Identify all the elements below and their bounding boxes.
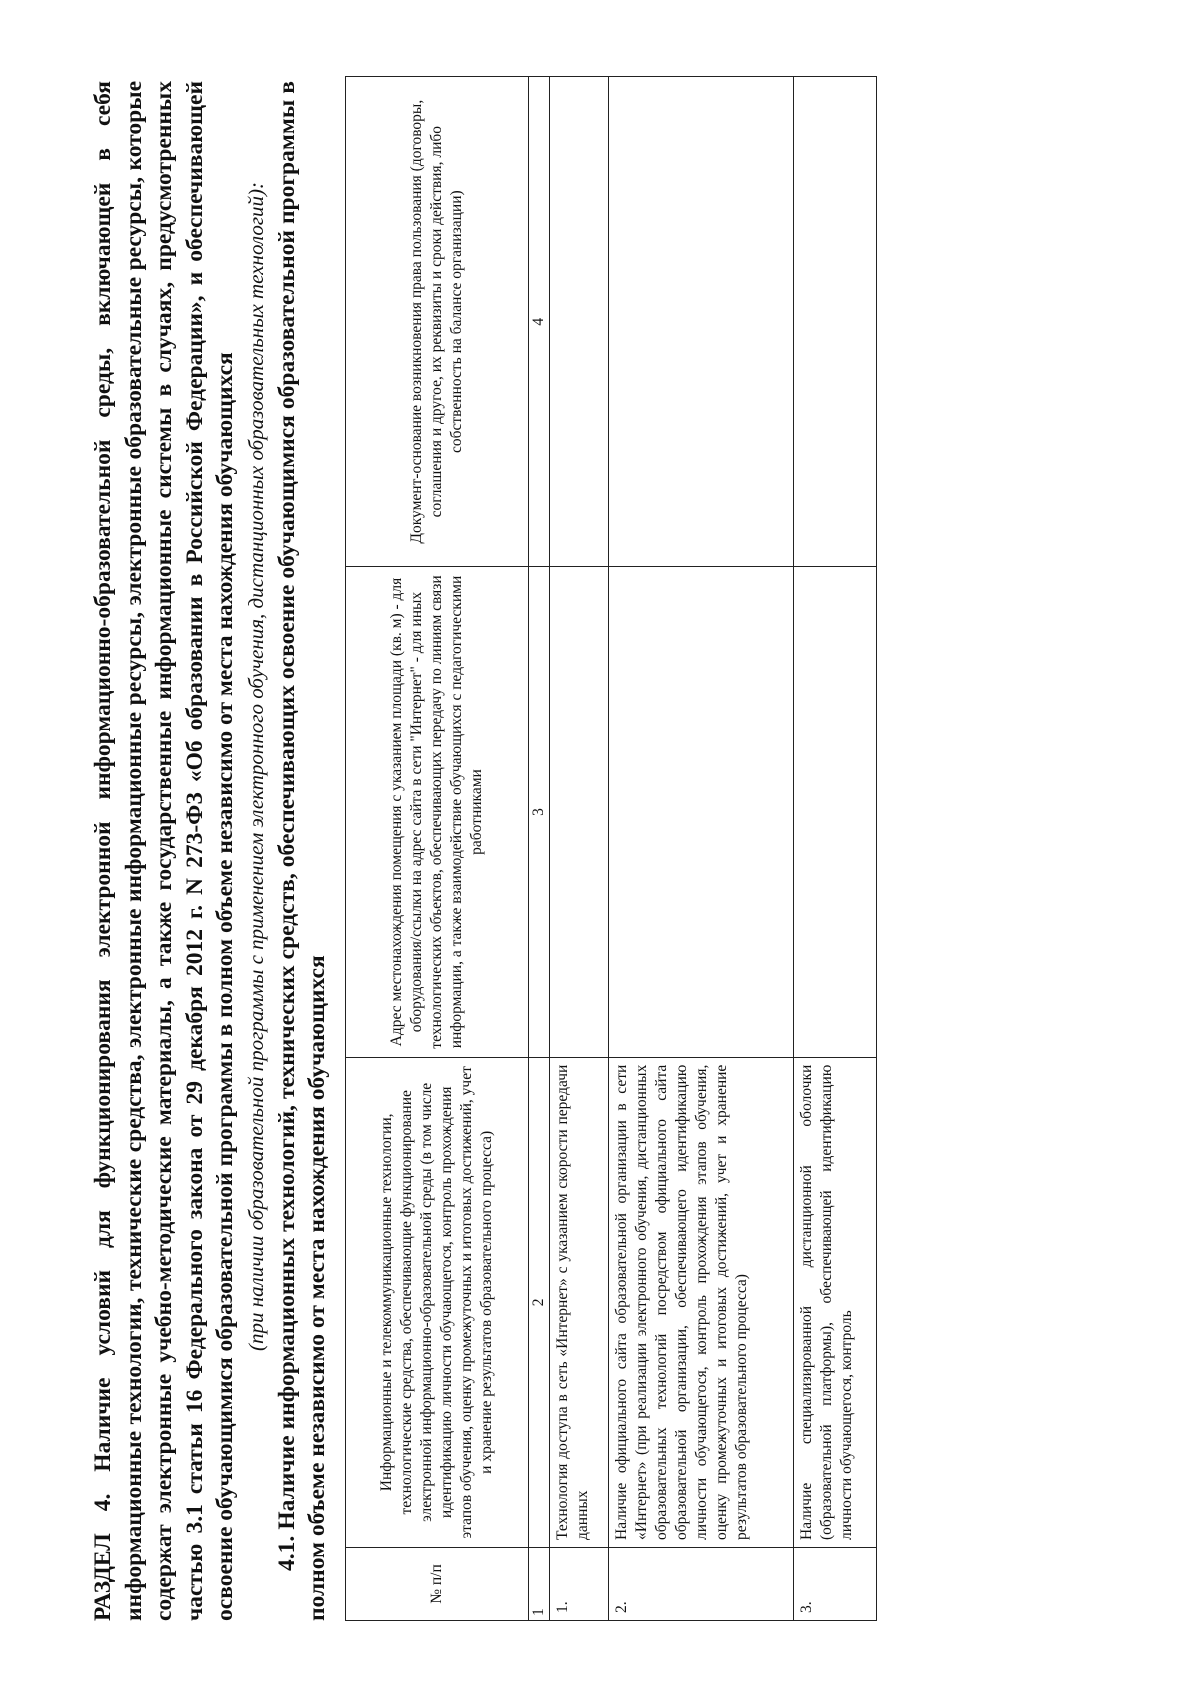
column-number: 4: [528, 77, 549, 567]
table-header-row: [345, 77, 528, 1621]
row-document: [608, 77, 793, 567]
header-number: № п/п: [345, 1547, 528, 1620]
column-number: 1: [528, 1547, 549, 1620]
row-address: [608, 567, 793, 1057]
subsection-heading: 4.1. Наличие информационных технологий, технических средств, обеспечивающих освоение обучающимися образовательной программы в полном объеме независимо от места нахождения обучающихся: [273, 81, 330, 1621]
row-number: 1.: [549, 1547, 608, 1620]
infrastructure-table: [345, 76, 877, 1621]
table-row: [793, 77, 876, 1621]
document-content: [88, 81, 877, 1621]
header-document: Документ-основание возникновения права пользования (договоры, соглашения и другое, их реквизиты и сроки действия, либо собственность на балансе организации): [345, 77, 528, 567]
column-number: 2: [528, 1057, 549, 1547]
row-address: [549, 567, 608, 1057]
row-technology: Технология доступа в сеть «Интернет» с указанием скорости передачи данных: [549, 1057, 608, 1547]
row-technology: Наличие официального сайта образовательной организации в сети «Интернет» (при реализации электронного обучения, дистанционных образовательных технологий посредством официального сайта образовательной организации, обеспечивающего идентификацию личности обучающегося, контроль прохождения этапов обучения, оценку промежуточных и итоговых достижений, учет и хранение результатов образовательного процесса): [608, 1057, 793, 1547]
row-address: [793, 567, 876, 1057]
column-number-row: [528, 77, 549, 1621]
section-heading: РАЗДЕЛ 4. Наличие условий для функционирования электронной информационно-образовательной среды, включающей в себя информационные технологии, технические средства, электронные информационные ресурсы, электронные образовательные ресурсы, которые содержат электронные учебно-методические материалы, а также государственные информационные системы в случаях, предусмотренных частью 3.1 статьи 16 Федерального закона от 29 декабря 2012 г. N 273-ФЗ «Об образовании в Российской Федерации», и обеспечивающей освоение обучающимися образовательной программы в полном объеме независимо от места нахождения обучающихся: [90, 81, 238, 1621]
header-address: Адрес местонахождения помещения с указанием площади (кв. м) - для оборудования/ссылки на адрес сайта в сети "Интернет" - для иных технологических объектов, обеспечивающих передачу по линиям связи информации, а также взаимодействие обучающихся с педагогическими работниками: [345, 567, 528, 1057]
row-number: 3.: [793, 1547, 876, 1620]
row-document: [549, 77, 608, 567]
row-document: [793, 77, 876, 567]
table-row: [549, 77, 608, 1621]
table-row: [608, 77, 793, 1621]
section-note: (при наличии образовательной программы с применением электронного обучения, дистанционных образовательных технологий):: [243, 181, 268, 1351]
header-technology: Информационные и телекоммуникационные технологии, технологические средства, обеспечивающие функционирование электронной информационно-образовательной среды (в том числе идентификацию личности обучающегося, контроль прохождения этапов обучения, оценку промежуточных и итоговых достижений, учет и хранение результатов образовательного процесса): [345, 1057, 528, 1547]
row-number: 2.: [608, 1547, 793, 1620]
row-technology: Наличие специализированной дистанционной оболочки (образовательной платформы), обеспечивающей идентификацию личности обучающегося, контроль: [793, 1057, 876, 1547]
column-number: 3: [528, 567, 549, 1057]
